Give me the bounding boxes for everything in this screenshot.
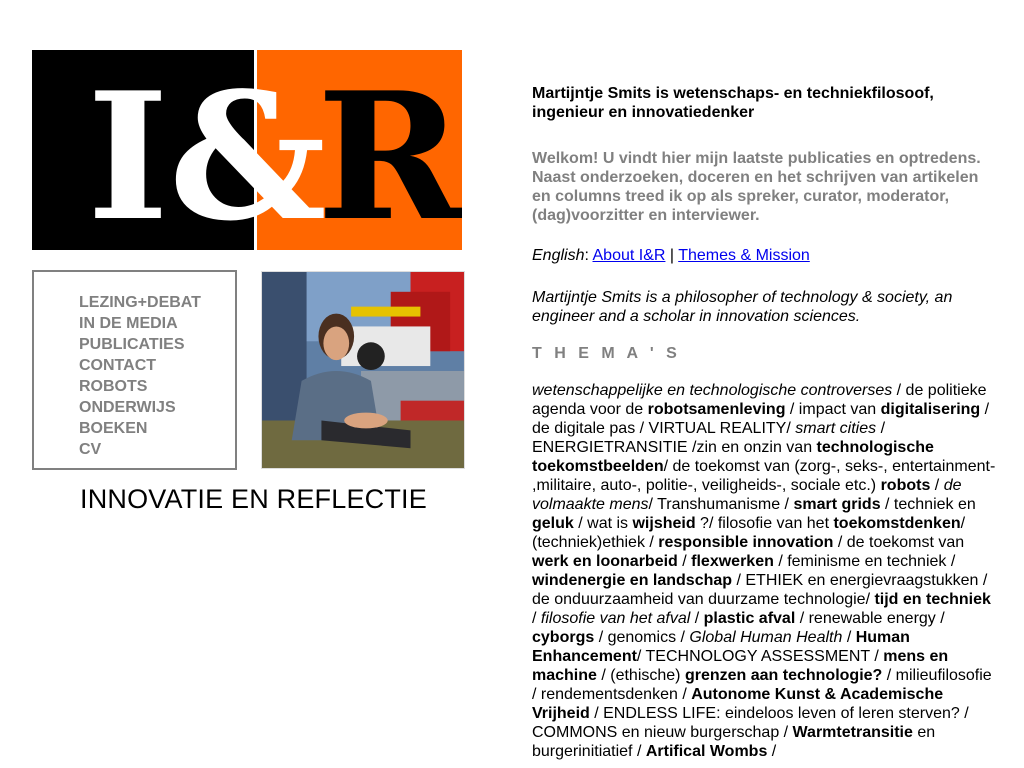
theme-keyword: smart cities: [795, 420, 877, 437]
english-description: Martijntje Smits is a philosopher of technology & society, an engineer and a scholar in innovation sciences.: [532, 289, 953, 325]
logo-text-left: I&: [87, 55, 327, 250]
theme-keyword: Autonome Kunst & Academische Vrijheid: [532, 686, 944, 722]
themes-text-segment: /: [930, 477, 944, 494]
themes-heading: T H E M A ' S: [532, 345, 681, 362]
theme-keyword: filosofie van het afval: [540, 610, 691, 627]
ir-logo[interactable]: [32, 50, 462, 250]
themes-text-segment: / (techniek)ethiek /: [532, 515, 966, 551]
themes-text-segment: / renewable energy /: [795, 610, 945, 627]
theme-keyword: de volmaakte mens: [532, 477, 962, 513]
theme-keyword: grenzen aan technologie?: [684, 667, 883, 684]
theme-keyword: Artifical Wombs: [645, 743, 768, 760]
theme-keyword: cyborgs: [532, 629, 595, 646]
theme-keyword: technologische toekomstbeelden: [532, 439, 934, 475]
theme-keyword: Human Enhancement: [532, 629, 910, 665]
theme-keyword: digitalisering: [880, 401, 981, 418]
theme-keyword: mens en machine: [532, 648, 949, 684]
themes-text-segment: / de toekomst van (zorg-, seks-, entertainment- ,militaire, auto-, politie-, veiligheids-, sociale etc.): [532, 458, 996, 494]
nav-item-boeken[interactable]: BOEKEN: [79, 420, 148, 437]
nav-list: [79, 292, 201, 460]
nav-item-lezing-debat[interactable]: LEZING+DEBAT: [79, 294, 201, 311]
themes-text-segment: /: [767, 743, 777, 760]
themes-text-segment: / de toekomst van: [833, 534, 965, 551]
themes-text-segment: ?/ filosofie van het: [695, 515, 834, 532]
themes-text-segment: /: [690, 610, 704, 627]
logo-text-right: R: [317, 55, 462, 250]
themes-text-segment: /: [677, 553, 692, 570]
themes-text-segment: / TECHNOLOGY ASSESSMENT /: [636, 648, 884, 665]
nav-item-onderwijs[interactable]: ONDERWIJS: [79, 399, 176, 416]
portrait-photo: [261, 271, 465, 469]
theme-keyword: flexwerken: [691, 553, 774, 570]
themes-text-segment: / feminisme en techniek /: [773, 553, 956, 570]
welcome-text: Welkom! U vindt hier mijn laatste publicaties en optredens. Naast onderzoeken, doceren en het schrijven van artikelen en columns treed ik op als spreker, curator, moderator, (dag)voorzitter en interviewer.: [532, 150, 981, 224]
theme-keyword: Warmtetransitie: [792, 724, 913, 741]
english-sep-pipe: |: [665, 247, 679, 264]
themes-mission-link[interactable]: Themes & Mission: [678, 247, 810, 264]
tagline: INNOVATIE EN REFLECTIE: [80, 484, 427, 514]
themes-text-segment: / de digitale pas / VIRTUAL REALITY/: [532, 401, 990, 437]
content-column: [532, 84, 997, 761]
theme-keyword: responsible innovation: [658, 534, 834, 551]
theme-keyword: smart grids: [793, 496, 881, 513]
nav-item-cv[interactable]: CV: [79, 441, 102, 458]
intro-text: Martijntje Smits is wetenschaps- en techniekfilosoof, ingenieur en innovatiedenker: [532, 85, 934, 121]
themes-text-segment: / milieufilosofie / rendementsdenken /: [532, 667, 992, 703]
themes-text-segment: / impact van: [785, 401, 881, 418]
theme-keyword: geluk: [532, 515, 574, 532]
nav-item-in-de-media[interactable]: IN DE MEDIA: [79, 315, 178, 332]
english-links: [532, 246, 997, 265]
main-nav: [32, 270, 237, 470]
themes-text-segment: / ENDLESS LIFE: eindeloos leven of leren sterven? / COMMONS en nieuw burgerschap /: [532, 705, 969, 741]
themes-text: [532, 381, 997, 761]
theme-keyword: Global Human Health: [689, 629, 843, 646]
theme-keyword: robots: [880, 477, 931, 494]
nav-item-publicaties[interactable]: PUBLICATIES: [79, 336, 185, 353]
english-sep-colon: :: [584, 247, 593, 264]
themes-text-segment: en burgerinitiatief /: [532, 724, 936, 760]
themes-text-segment: / wat is: [573, 515, 633, 532]
nav-item-robots[interactable]: ROBOTS: [79, 378, 148, 395]
theme-keyword: wijsheid: [632, 515, 696, 532]
themes-text-segment: / techniek en: [880, 496, 976, 513]
theme-keyword: robotsamenleving: [647, 401, 786, 418]
themes-text-segment: / Transhumanisme /: [648, 496, 794, 513]
theme-keyword: windenergie en landschap: [532, 572, 733, 589]
themes-text-segment: / ENERGIETRANSITIE /zin en onzin van: [532, 420, 886, 456]
english-label: English: [532, 247, 585, 264]
theme-keyword: tijd en techniek: [874, 591, 991, 608]
themes-text-segment: /: [532, 610, 541, 627]
themes-text-segment: / de politieke agenda voor de: [532, 382, 987, 418]
theme-keyword: plastic afval: [703, 610, 796, 627]
themes-text-segment: / (ethische): [596, 667, 685, 684]
theme-keyword: toekomstdenken: [833, 515, 961, 532]
theme-keyword: werk en loonarbeid: [532, 553, 678, 570]
nav-item-contact[interactable]: CONTACT: [79, 357, 157, 374]
about-link[interactable]: About I&R: [592, 247, 666, 264]
themes-text-segment: / genomics /: [594, 629, 690, 646]
theme-keyword: wetenschappelijke en technologische controverses: [532, 382, 893, 399]
themes-text-segment: /: [842, 629, 856, 646]
themes-text-segment: / ETHIEK en energievraagstukken / de onduurzaamheid van duurzame technologie/: [532, 572, 988, 608]
